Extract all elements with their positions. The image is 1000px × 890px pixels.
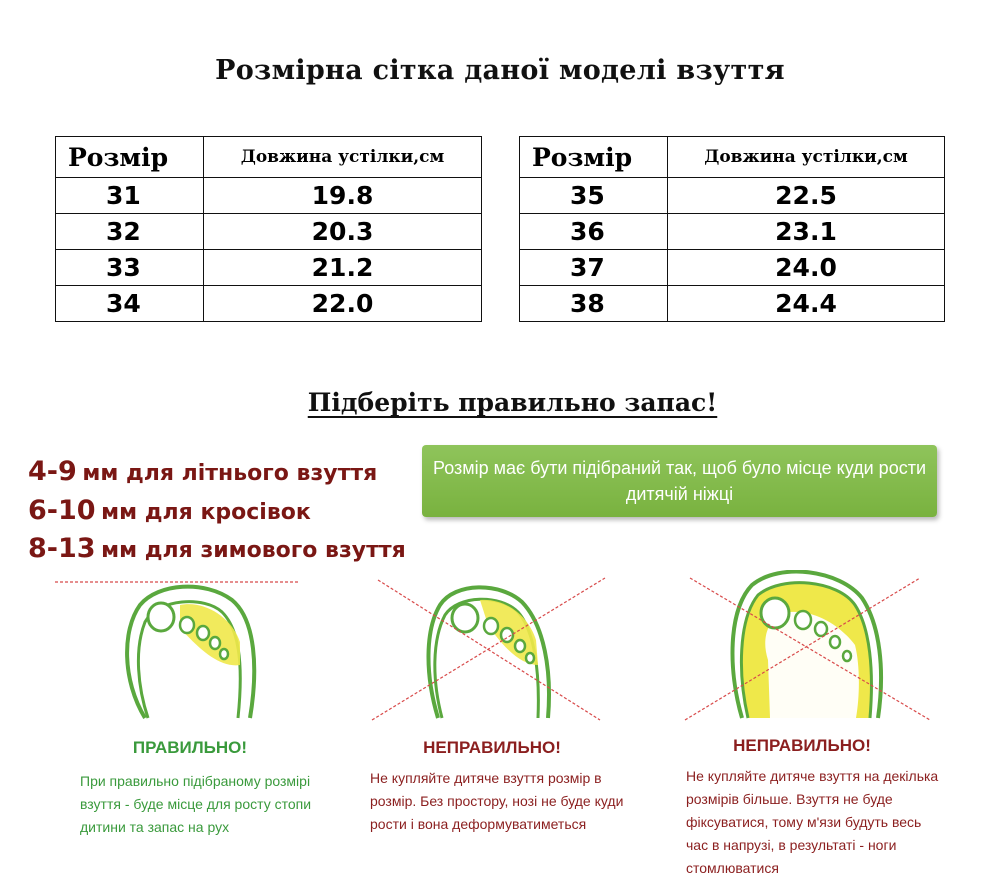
table-row <box>520 178 945 214</box>
size-cell: 38 <box>520 286 668 322</box>
reserve-text: мм для літнього взуття <box>82 461 378 486</box>
size-table-left <box>55 136 482 322</box>
size-table-right <box>519 136 945 322</box>
size-cell: 34 <box>56 286 204 322</box>
desc-correct: При правильно підібраному розмірі взуття - буде місце для росту стопи дитини та запас на рух <box>80 773 312 835</box>
reserve-line-winter <box>28 533 406 564</box>
size-cell: 36 <box>520 214 668 250</box>
size-cell: 33 <box>56 250 204 286</box>
size-cell: 31 <box>56 178 204 214</box>
size-cell: 35 <box>520 178 668 214</box>
verdict-correct: ПРАВИЛЬНО! <box>132 738 248 757</box>
length-cell: 22.0 <box>204 286 482 322</box>
length-cell: 19.8 <box>204 178 482 214</box>
reserve-range: 8-13 <box>28 533 96 564</box>
reserve-range: 4-9 <box>28 456 77 487</box>
reserve-text: мм для кросівок <box>101 500 311 525</box>
verdict-too-small: НЕПРАВИЛЬНО! <box>423 738 561 757</box>
header-size: Розмір <box>520 137 668 178</box>
length-cell: 24.0 <box>668 250 945 286</box>
length-cell: 22.5 <box>668 178 945 214</box>
foot-too-big-icon <box>685 572 930 720</box>
tip-box: Розмір має бути підібраний так, щоб було місце куди рости дитячій ніжці <box>422 445 937 517</box>
length-cell: 20.3 <box>204 214 482 250</box>
table-row <box>520 250 945 286</box>
header-insole-length: Довжина устілки,см <box>204 137 482 178</box>
table-row <box>56 178 482 214</box>
table-header-row <box>56 137 482 178</box>
desc-too-small: Не купляйте дитяче взуття розмір в розмір. Без простору, нозі не буде куди рости і вона деформуватиметься <box>370 770 624 832</box>
foot-illustrations <box>0 570 1000 730</box>
reserve-text: мм для зимового взуття <box>101 538 406 563</box>
table-row <box>520 286 945 322</box>
table-row <box>56 250 482 286</box>
header-insole-length: Довжина устілки,см <box>668 137 945 178</box>
length-cell: 24.4 <box>668 286 945 322</box>
desc-too-big: Не купляйте дитяче взуття на декілька розмірів більше. Взуття не буде фіксуватися, тому м'язи будуть весь час в напрузі, в результаті - ноги стомлюватися <box>686 768 939 876</box>
page-title: Розмірна сітка даної моделі взуття <box>215 55 785 86</box>
table-header-row <box>520 137 945 178</box>
reserve-line-sneakers <box>28 495 311 526</box>
header-size: Розмір <box>56 137 204 178</box>
length-cell: 21.2 <box>204 250 482 286</box>
reserve-line-summer <box>28 456 377 487</box>
reserve-range: 6-10 <box>28 495 96 526</box>
table-row <box>520 214 945 250</box>
table-row <box>56 214 482 250</box>
length-cell: 23.1 <box>668 214 945 250</box>
size-cell: 32 <box>56 214 204 250</box>
verdict-too-big: НЕПРАВИЛЬНО! <box>733 736 871 755</box>
foot-correct-icon <box>55 582 300 718</box>
section-subtitle: Підберіть правильно запас! <box>307 388 718 417</box>
table-row <box>56 286 482 322</box>
size-cell: 37 <box>520 250 668 286</box>
foot-too-small-icon <box>372 578 605 720</box>
